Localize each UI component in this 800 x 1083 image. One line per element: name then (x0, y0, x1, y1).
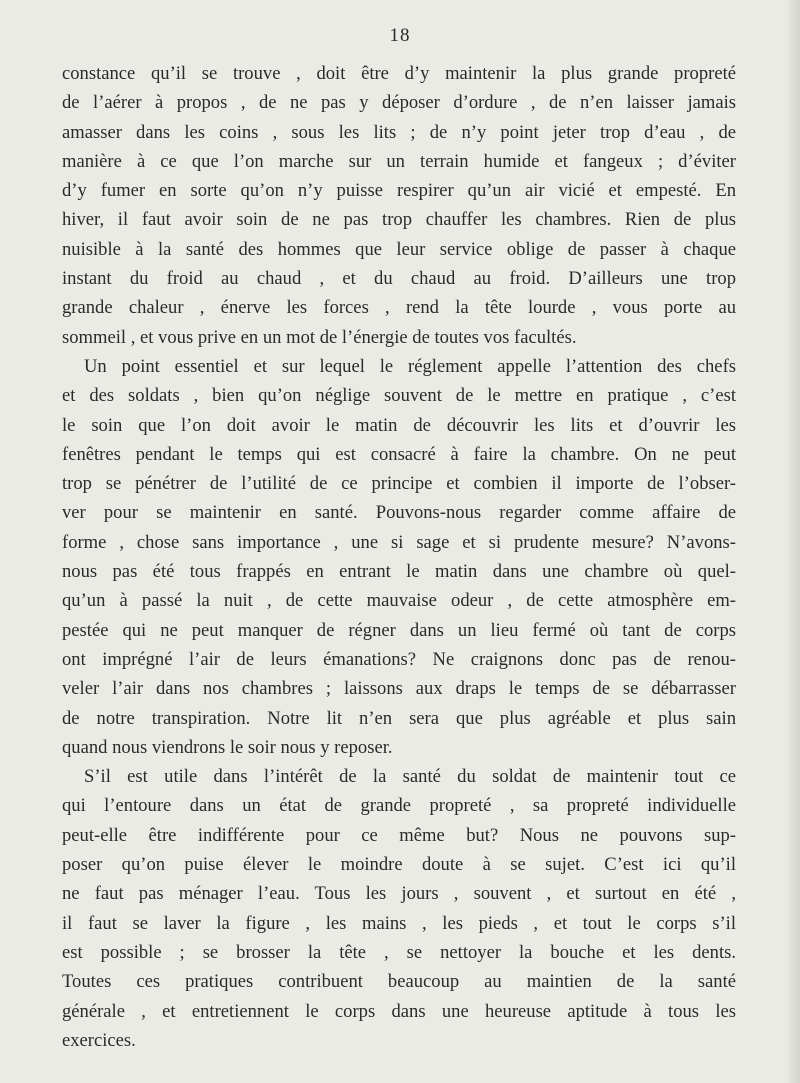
text-line: Un point essentiel et sur lequel le réglement appelle l’attention des chefs (84, 355, 736, 377)
text-line: veler l’air dans nos chambres ; laissons aux draps le temps de se débarrasser (62, 678, 736, 700)
body-text (62, 59, 736, 1055)
text-line: quand nous viendrons le soir nous y reposer. (62, 736, 393, 758)
text-line: S’il est utile dans l’intérêt de la santé du soldat de maintenir tout ce (84, 766, 736, 788)
text-line: exercices. (62, 1029, 136, 1051)
text-line: sommeil , et vous prive en un mot de l’énergie de toutes vos facultés. (62, 326, 577, 348)
text-line: de notre transpiration. Notre lit n’en sera que plus agréable et plus sain (62, 707, 736, 729)
text-line: d’y fumer en sorte qu’on n’y puisse respirer qu’un air vicié et empesté. En (62, 180, 736, 202)
paragraph (62, 352, 736, 762)
paragraph (62, 59, 736, 352)
text-line: qui l’entoure dans un état de grande propreté , sa propreté individuelle (62, 795, 736, 817)
text-line: et des soldats , bien qu’on néglige souvent de le mettre en pratique , c’est (62, 385, 736, 407)
text-line: amasser dans les coins , sous les lits ; de n’y point jeter trop d’eau , de (62, 121, 736, 143)
page-number: 18 (389, 25, 411, 46)
text-line: instant du froid au chaud , et du chaud au froid. D’ailleurs une trop (62, 268, 736, 290)
text-line: pestée qui ne peut manquer de régner dans un lieu fermé où tant de corps (62, 619, 736, 641)
text-line: trop se pénétrer de l’utilité de ce principe et combien il importe de l’obser- (62, 473, 736, 495)
text-line: nuisible à la santé des hommes que leur service oblige de passer à chaque (62, 238, 736, 260)
text-line: qu’un à passé la nuit , de cette mauvaise odeur , de cette atmosphère em- (62, 590, 736, 612)
text-line: manière à ce que l’on marche sur un terrain humide et fangeux ; d’éviter (62, 150, 736, 172)
text-line: poser qu’on puise élever le moindre doute à se sujet. C’est ici qu’il (62, 854, 736, 876)
text-line: forme , chose sans importance , une si sage et si prudente mesure? N’avons- (62, 531, 736, 553)
page-edge-shadow (786, 0, 800, 1083)
text-line: hiver, il faut avoir soin de ne pas trop chauffer les chambres. Rien de plus (62, 209, 736, 231)
text-line: générale , et entretiennent le corps dans une heureuse aptitude à tous les (62, 1000, 736, 1022)
text-line: Toutes ces pratiques contribuent beaucoup au maintien de la santé (62, 971, 736, 993)
text-line: le soin que l’on doit avoir le matin de découvrir les lits et d’ouvrir les (62, 414, 736, 436)
text-line: est possible ; se brosser la tête , se nettoyer la bouche et les dents. (62, 941, 736, 963)
text-line: il faut se laver la figure , les mains , les pieds , et tout le corps s’il (62, 912, 736, 934)
text-line: ver pour se maintenir en santé. Pouvons-nous regarder comme affaire de (62, 502, 736, 524)
text-line: fenêtres pendant le temps qui est consacré à faire la chambre. On ne peut (62, 443, 736, 465)
text-line: nous pas été tous frappés en entrant le matin dans une chambre où quel- (62, 561, 736, 583)
text-line: constance qu’il se trouve , doit être d’y maintenir la plus grande propreté (62, 63, 736, 84)
text-line: peut-elle être indifférente pour ce même but? Nous ne pouvons sup- (62, 824, 736, 846)
text-line: ne faut pas ménager l’eau. Tous les jours , souvent , et surtout en été , (62, 883, 736, 905)
text-line: grande chaleur , énerve les forces , rend la tête lourde , vous porte au (62, 297, 736, 319)
text-line: de l’aérer à propos , de ne pas y déposer d’ordure , de n’en laisser jamais (62, 92, 736, 114)
text-line: ont imprégné l’air de leurs émanations? Ne craignons donc pas de renou- (62, 648, 736, 670)
paragraph (62, 762, 736, 1055)
